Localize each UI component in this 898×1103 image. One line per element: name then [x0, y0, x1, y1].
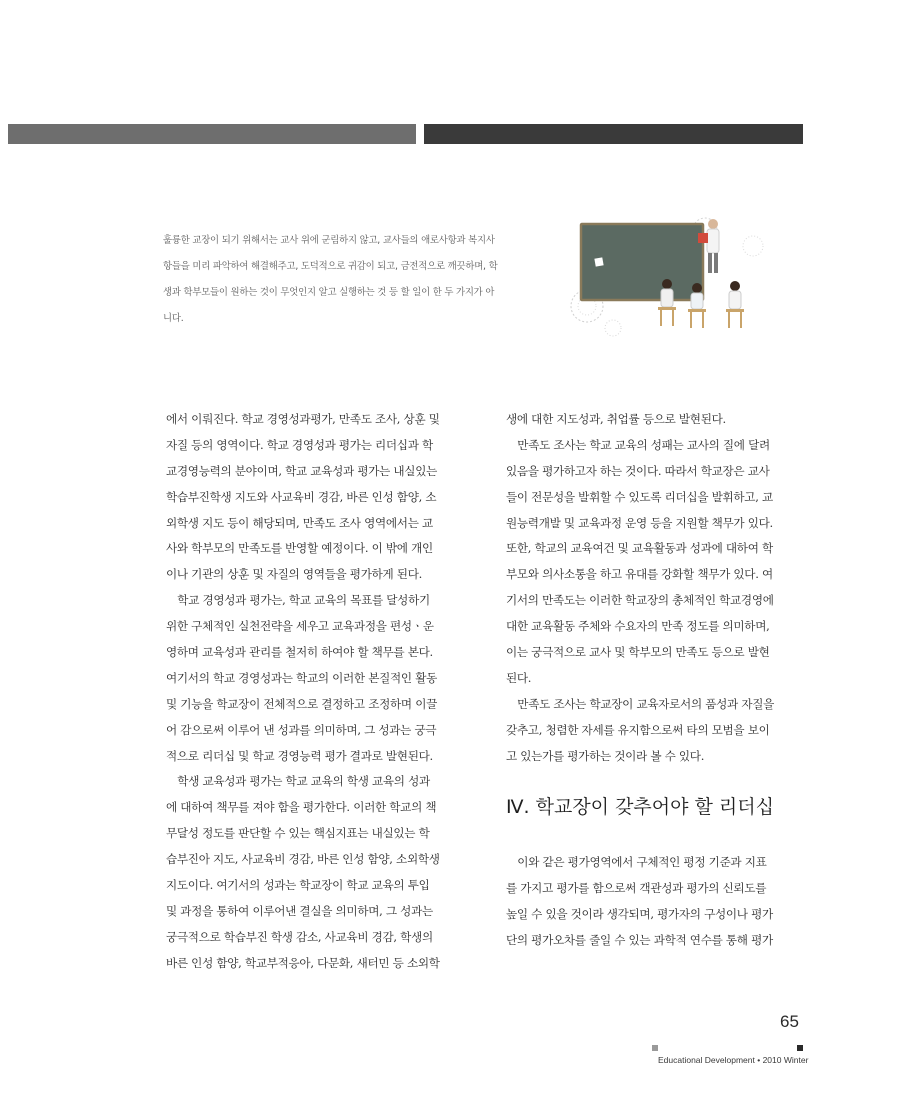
body-line: 교경영능력의 분야이며, 학교 교육성과 평가는 내실있는	[166, 463, 438, 478]
publication-footer: Educational Development • 2010 Winter	[658, 1055, 809, 1065]
classroom-illustration	[565, 216, 765, 340]
right-column	[506, 407, 804, 769]
body-line: 및 기능을 학교장이 전체적으로 결정하고 조정하며 이끌	[166, 696, 438, 711]
body-line: 학생 교육성과 평가는 학교 교육의 학생 교육의 성과	[166, 774, 430, 789]
intro-line: 니다.	[163, 312, 184, 324]
body-line: 외학생 지도 등이 해당되며, 만족도 조사 영역에서는 교	[166, 515, 433, 530]
body-line: 기서의 만족도는 이러한 학교장의 총체적인 학교경영에	[506, 593, 774, 608]
body-line: 이와 같은 평가영역에서 구체적인 평정 기준과 지표	[506, 855, 767, 869]
body-line: 학습부진학생 지도와 사교육비 경감, 바른 인성 함양, 소	[166, 489, 437, 504]
body-line: 무달성 정도를 판단할 수 있는 핵심지표는 내실있는 학	[166, 826, 430, 841]
body-line: 만족도 조사는 학교장이 교육자로서의 품성과 자질을	[506, 696, 775, 711]
section-heading: Ⅳ. 학교장이 갖추어야 할 리더십	[506, 796, 774, 818]
footer-square-icon	[797, 1045, 803, 1051]
right-column-continued	[506, 850, 806, 954]
intro-line: 항들을 미리 파악하여 해결해주고, 도덕적으로 귀감이 되고, 금전적으로 깨끗하며, 학	[163, 260, 498, 272]
body-line: 이는 궁극적으로 교사 및 학부모의 만족도 등으로 발현	[506, 645, 770, 660]
body-line: 적으로 리더십 및 학교 경영능력 평가 결과로 발현된다.	[166, 748, 433, 763]
body-line: 학교 경영성과 평가는, 학교 교육의 목표를 달성하기	[166, 593, 430, 608]
intro-line: 생과 학부모들이 원하는 것이 무엇인지 알고 실행하는 것 등 할 일이 한 두 가지가 아	[163, 286, 495, 298]
intro-text	[163, 228, 515, 332]
body-line: 영하며 교육성과 관리를 철저히 하여야 할 책무를 본다.	[166, 645, 433, 660]
body-line: 부모와 의사소통을 하고 유대를 강화할 책무가 있다. 여	[506, 567, 773, 582]
body-line: 자질 등의 영역이다. 학교 경영성과 평가는 리더십과 학	[166, 437, 433, 452]
body-line: 에서 이뤄진다. 학교 경영성과평가, 만족도 조사, 상훈 및	[166, 412, 440, 426]
left-column	[166, 407, 464, 977]
body-line: 높일 수 있을 것이라 생각되며, 평가자의 구성이나 평가	[506, 906, 773, 921]
body-line: 있음을 평가하고자 하는 것이다. 따라서 학교장은 교사	[506, 463, 770, 478]
body-line: 갖추고, 청렴한 자세를 유지함으로써 타의 모범을 보이	[506, 722, 770, 737]
body-line: 생에 대한 지도성과, 취업률 등으로 발현된다.	[506, 412, 726, 426]
body-line: 들이 전문성을 발휘할 수 있도록 리더십을 발휘하고, 교	[506, 489, 773, 504]
body-line: 여기서의 학교 경영성과는 학교의 이러한 본질적인 활동	[166, 670, 438, 685]
body-line: 만족도 조사는 학교 교육의 성패는 교사의 질에 달려	[506, 437, 770, 452]
header-bar-right	[424, 124, 803, 144]
body-line: 어 감으로써 이루어 낸 성과를 의미하며, 그 성과는 궁극	[166, 722, 437, 737]
page-number: 65	[780, 1012, 799, 1031]
body-line: 습부진아 지도, 사교육비 경감, 바른 인성 함양, 소외학생	[166, 852, 440, 867]
body-line: 대한 교육활동 주체와 수요자의 만족 정도를 의미하며,	[506, 619, 770, 634]
body-line: 위한 구체적인 실천전략을 세우고 교육과정을 편성ㆍ운	[166, 619, 434, 634]
intro-line: 훌륭한 교장이 되기 위해서는 교사 위에 군림하지 않고, 교사들의 애로사항과 복지사	[163, 235, 495, 246]
body-line: 궁극적으로 학습부진 학생 감소, 사교육비 경감, 학생의	[166, 929, 433, 944]
body-line: 고 있는가를 평가하는 것이라 볼 수 있다.	[506, 748, 705, 763]
body-line: 또한, 학교의 교육여건 및 교육활동과 성과에 대하여 학	[506, 541, 773, 556]
body-line: 를 가지고 평가를 함으로써 객관성과 평가의 신뢰도를	[506, 880, 767, 895]
body-line: 및 과정을 통하여 이루어낸 결실을 의미하며, 그 성과는	[166, 903, 433, 918]
body-line: 바른 인성 함양, 학교부적응아, 다문화, 새터민 등 소외학	[166, 955, 440, 970]
body-line: 원능력개발 및 교육과정 운영 등을 지원할 책무가 있다.	[506, 515, 773, 530]
body-line: 에 대하여 책무를 져야 함을 평가한다. 이러한 학교의 책	[166, 800, 437, 815]
body-line: 지도이다. 여기서의 성과는 학교장이 학교 교육의 투입	[166, 878, 430, 893]
body-line: 단의 평가오차를 줄일 수 있는 과학적 연수를 통해 평가	[506, 932, 773, 947]
body-line: 된다.	[506, 670, 532, 685]
body-line: 사와 학부모의 만족도를 반영할 예정이다. 이 밖에 개인	[166, 541, 433, 556]
footer-square-icon	[652, 1045, 658, 1051]
header-bar-left	[8, 124, 416, 144]
body-line: 이나 기관의 상훈 및 자질의 영역들을 평가하게 된다.	[166, 567, 422, 582]
